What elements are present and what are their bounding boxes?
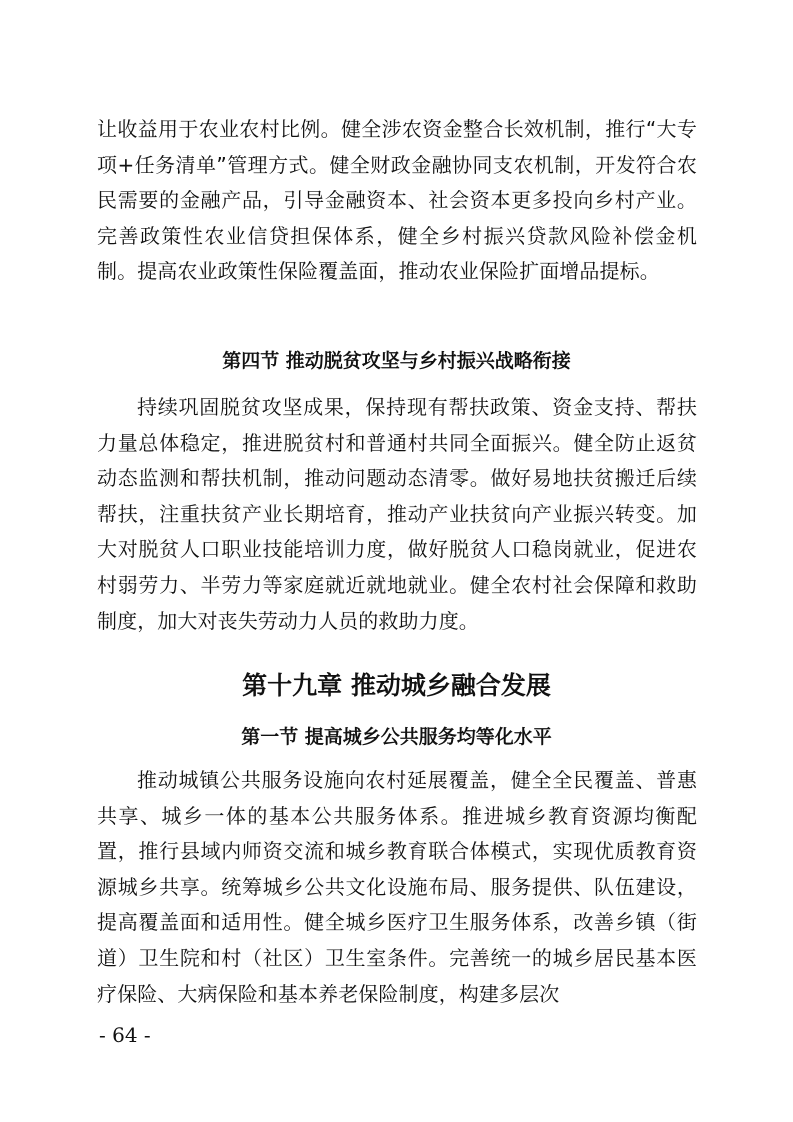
chapter-heading: 第十九章 推动城乡融合发展 bbox=[242, 671, 551, 700]
page-number: - 64 - bbox=[99, 1023, 151, 1047]
section-heading-1: 第一节 提高城乡公共服务均等化水平 bbox=[241, 726, 552, 748]
section-4-paragraph: 持续巩固脱贫攻坚成果，保持现有帮扶政策、资金支持、帮扶力量总体稳定，推进脱贫村和普通村共同全面振兴。健全防止返贫动态监测和帮扶机制，推动问题动态清零。做好易地扶贫搬迁后续帮扶，注重扶贫产业长期培育，推动产业扶贫向产业振兴转变。加大对脱贫人口职业技能培训力度，做好脱贫人口稳岗就业，促进农村弱劳力、半劳力等家庭就近就地就业。健全农村社会保障和救助制度，加大对丧失劳动力人员的救助力度。 bbox=[97, 395, 697, 633]
section-heading-4: 第四节 推动脱贫攻坚与乡村振兴战略衔接 bbox=[222, 350, 571, 372]
continued-paragraph: 让收益用于农业农村比例。健全涉农资金整合长效机制，推行“大专项+任务清单”管理方式。健全财政金融协同支农机制，开发符合农民需要的金融产品，引导金融资本、社会资本更多投向乡村产业。完善政策性农业信贷担保体系，健全乡村振兴贷款风险补偿金机制。提高农业政策性保险覆盖面，推动农业保险扩面增品提标。 bbox=[97, 117, 697, 284]
section-1-paragraph: 推动城镇公共服务设施向农村延展覆盖，健全全民覆盖、普惠共享、城乡一体的基本公共服务体系。推进城乡教育资源均衡配置，推行县域内师资交流和城乡教育联合体模式，实现优质教育资源城乡共享。统筹城乡公共文化设施布局、服务提供、队伍建设，提高覆盖面和适用性。健全城乡医疗卫生服务体系，改善乡镇（街道）卫生院和村（社区）卫生室条件。完善统一的城乡居民基本医疗保险、大病保险和基本养老保险制度，构建多层次 bbox=[97, 768, 697, 1006]
